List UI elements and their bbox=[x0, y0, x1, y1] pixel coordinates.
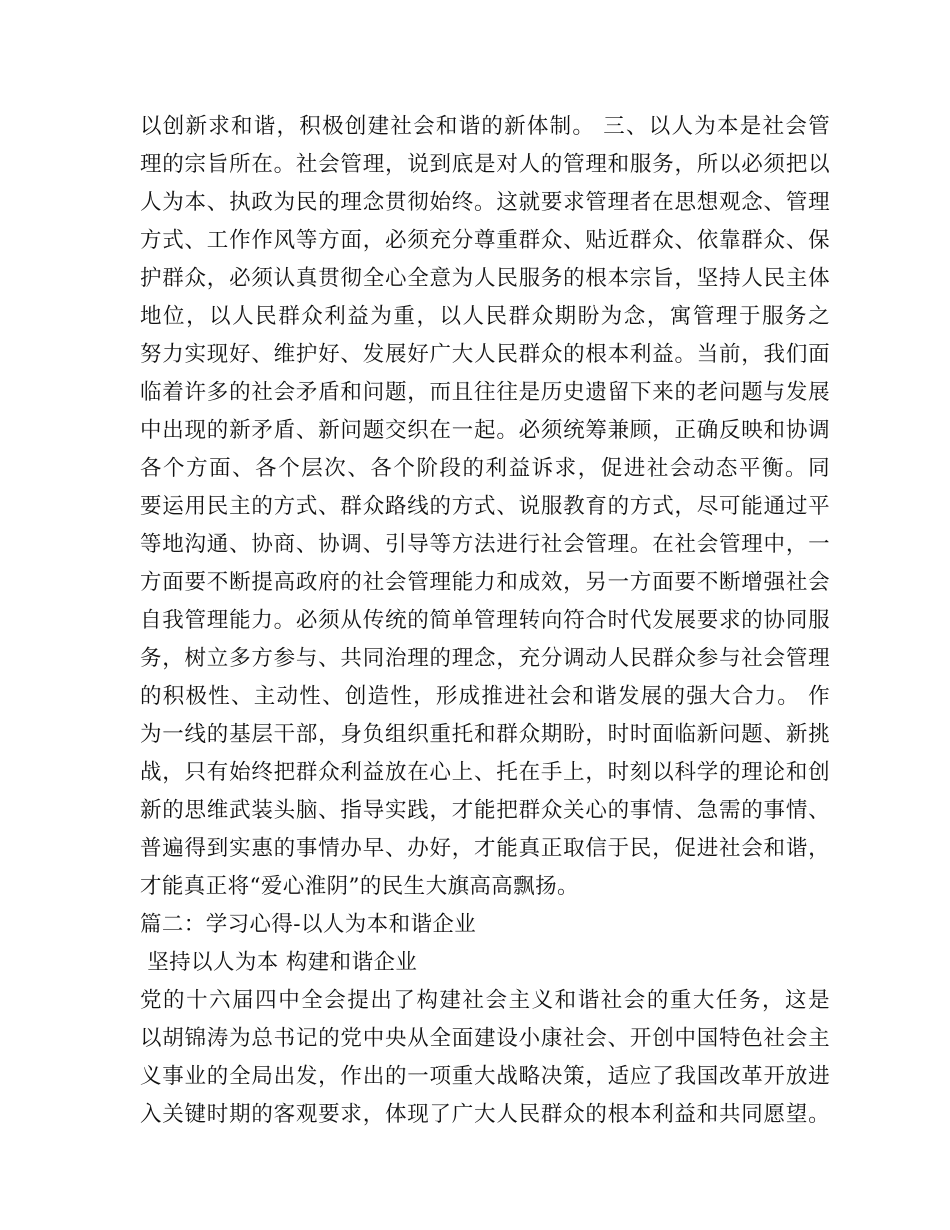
text-line: 入关键时期的客观要求，体现了广大人民群众的根本利益和共同愿望。 bbox=[140, 1102, 830, 1127]
document-body bbox=[140, 108, 830, 1134]
section-subtitle: 坚持以人为本 构建和谐企业 bbox=[140, 950, 418, 975]
text-line: 务，树立多方参与、共同治理的理念，充分调动人民群众参与社会管理 bbox=[140, 646, 830, 671]
text-line: 的积极性、主动性、创造性，形成推进社会和谐发展的强大合力。 作 bbox=[140, 684, 830, 709]
text-line: 理的宗旨所在。社会管理，说到底是对人的管理和服务，所以必须把以 bbox=[140, 152, 830, 177]
text-line: 义事业的全局出发，作出的一项重大战略决策，适应了我国改革开放进 bbox=[140, 1064, 830, 1089]
text-line: 护群众，必须认真贯彻全心全意为人民服务的根本宗旨，坚持人民主体 bbox=[140, 266, 830, 291]
text-line: 各个方面、各个层次、各个阶段的利益诉求，促进社会动态平衡。同 bbox=[140, 456, 830, 481]
text-line: 临着许多的社会矛盾和问题，而且往往是历史遗留下来的老问题与发展 bbox=[140, 380, 830, 405]
text-line: 努力实现好、维护好、发展好广大人民群众的根本利益。当前，我们面 bbox=[140, 342, 830, 367]
text-line: 党的十六届四中全会提出了构建社会主义和谐社会的重大任务，这是 bbox=[140, 988, 830, 1013]
text-line: 普遍得到实惠的事情办早、办好，才能真正取信于民，促进社会和谐， bbox=[140, 836, 830, 861]
text-line: 等地沟通、协商、协调、引导等方法进行社会管理。在社会管理中，一 bbox=[140, 532, 830, 557]
text-line: 战，只有始终把群众利益放在心上、托在手上，时刻以科学的理论和创 bbox=[140, 760, 830, 785]
text-line: 中出现的新矛盾、新问题交织在一起。必须统筹兼顾，正确反映和协调 bbox=[140, 418, 830, 443]
text-line: 以胡锦涛为总书记的党中央从全面建设小康社会、开创中国特色社会主 bbox=[140, 1026, 830, 1051]
text-line: 新的思维武装头脑、指导实践，才能把群众关心的事情、急需的事情、 bbox=[140, 798, 830, 823]
text-line: 方面要不断提高政府的社会管理能力和成效，另一方面要不断增强社会 bbox=[140, 570, 830, 595]
text-line: 才能真正将“爱心淮阴”的民生大旗高高飘扬。 bbox=[140, 874, 579, 899]
text-line: 要运用民主的方式、群众路线的方式、说服教育的方式，尽可能通过平 bbox=[140, 494, 830, 519]
section-heading: 篇二：学习心得-以人为本和谐企业 bbox=[140, 912, 477, 937]
text-line: 人为本、执政为民的理念贯彻始终。这就要求管理者在思想观念、管理 bbox=[140, 190, 830, 215]
text-line: 地位，以人民群众利益为重，以人民群众期盼为念，寓管理于服务之 bbox=[140, 304, 830, 329]
text-line: 自我管理能力。必须从传统的简单管理转向符合时代发展要求的协同服 bbox=[140, 608, 830, 633]
text-line: 以创新求和谐，积极创建社会和谐的新体制。 三、以人为本是社会管 bbox=[140, 114, 830, 139]
text-line: 方式、工作作风等方面，必须充分尊重群众、贴近群众、依靠群众、保 bbox=[140, 228, 830, 253]
text-line: 为一线的基层干部，身负组织重托和群众期盼，时时面临新问题、新挑 bbox=[140, 722, 830, 747]
